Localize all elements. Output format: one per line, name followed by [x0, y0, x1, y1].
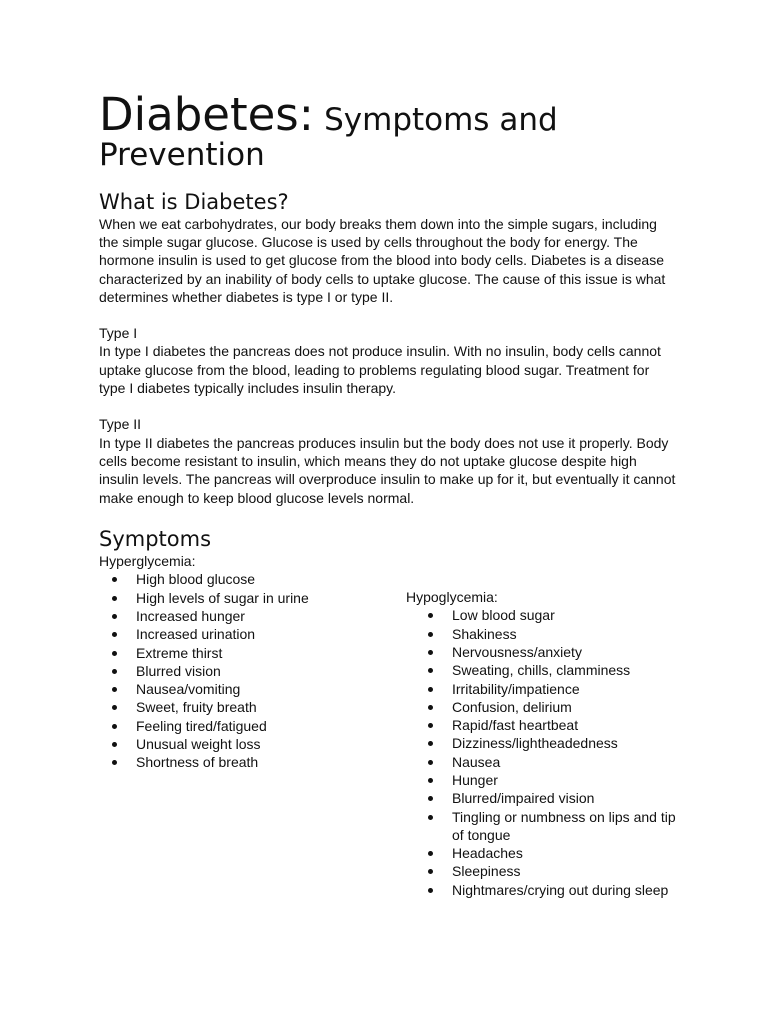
list-item: Unusual weight loss: [99, 735, 399, 753]
list-item: Irritability/impatience: [406, 680, 686, 698]
list-item: Hunger: [406, 771, 686, 789]
list-item: Sweet, fruity breath: [99, 698, 399, 716]
list-item: Shakiness: [406, 625, 686, 643]
list-item: High levels of sugar in urine: [99, 589, 399, 607]
list-item: Shortness of breath: [99, 753, 399, 771]
list-item: Rapid/fast heartbeat: [406, 716, 686, 734]
title-line2: Prevention: [99, 136, 265, 173]
symptoms-heading: Symptoms: [99, 526, 212, 551]
hypoglycemia-column: [406, 588, 686, 899]
title-sub: Symptoms and: [324, 102, 558, 138]
hyperglycemia-label: Hyperglycemia:: [99, 553, 196, 570]
hyperglycemia-list: [99, 570, 399, 771]
list-item: Nausea/vomiting: [99, 680, 399, 698]
list-item: Dizziness/lightheadedness: [406, 734, 686, 752]
list-item: High blood glucose: [99, 570, 399, 588]
list-item: Nervousness/anxiety: [406, 643, 686, 661]
list-item: Nausea: [406, 753, 686, 771]
hyperglycemia-column: [99, 552, 399, 772]
hypoglycemia-label: Hypoglycemia:: [406, 589, 498, 606]
list-item: Feeling tired/fatigued: [99, 717, 399, 735]
list-item: Headaches: [406, 844, 686, 862]
list-item: Blurred vision: [99, 662, 399, 680]
type1-label: Type I: [99, 325, 138, 342]
list-item: Low blood sugar: [406, 606, 686, 624]
document-page: [99, 88, 679, 932]
type1-paragraph: In type I diabetes the pancreas does not produce insulin. With no insulin, body cells cannot uptake glucose from the blood, leading to problems regulating blood sugar. Treatment for type I diabetes typically includes insulin therapy.: [99, 343, 661, 397]
intro-paragraph: When we eat carbohydrates, our body breaks them down into the simple sugars, including the simple sugar glucose. Glucose is used by cells throughout the body for energy. The hormone insulin is used to get glucose from the blood into body cells. Diabetes is a disease characterized by an inability of body cells to uptake glucose. The cause of this issue is what determines whether diabetes is type I or type II.: [99, 215, 666, 305]
list-item: Nightmares/crying out during sleep: [406, 881, 686, 899]
what-is-heading: What is Diabetes?: [99, 189, 289, 214]
type2-label: Type II: [99, 416, 142, 433]
list-item: Confusion, delirium: [406, 698, 686, 716]
list-item: Sweating, chills, clamminess: [406, 661, 686, 679]
list-item: Increased urination: [99, 625, 399, 643]
hypoglycemia-list: [406, 606, 686, 899]
list-item: Increased hunger: [99, 607, 399, 625]
list-item: Blurred/impaired vision: [406, 789, 686, 807]
list-item: Sleepiness: [406, 862, 686, 880]
type2-paragraph: In type II diabetes the pancreas produces insulin but the body does not use it properly. Body cells become resistant to insulin, which means they do not uptake glucose despite high insulin levels. The pancreas will overproduce insulin to make up for it, but eventually it cannot make enough to keep blood glucose levels normal.: [99, 434, 676, 506]
page-title: [99, 88, 679, 173]
title-main: Diabetes:: [99, 88, 314, 141]
symptoms-lists: [99, 552, 679, 932]
list-item: Extreme thirst: [99, 644, 399, 662]
list-item: Tingling or numbness on lips and tip of tongue: [406, 808, 686, 845]
